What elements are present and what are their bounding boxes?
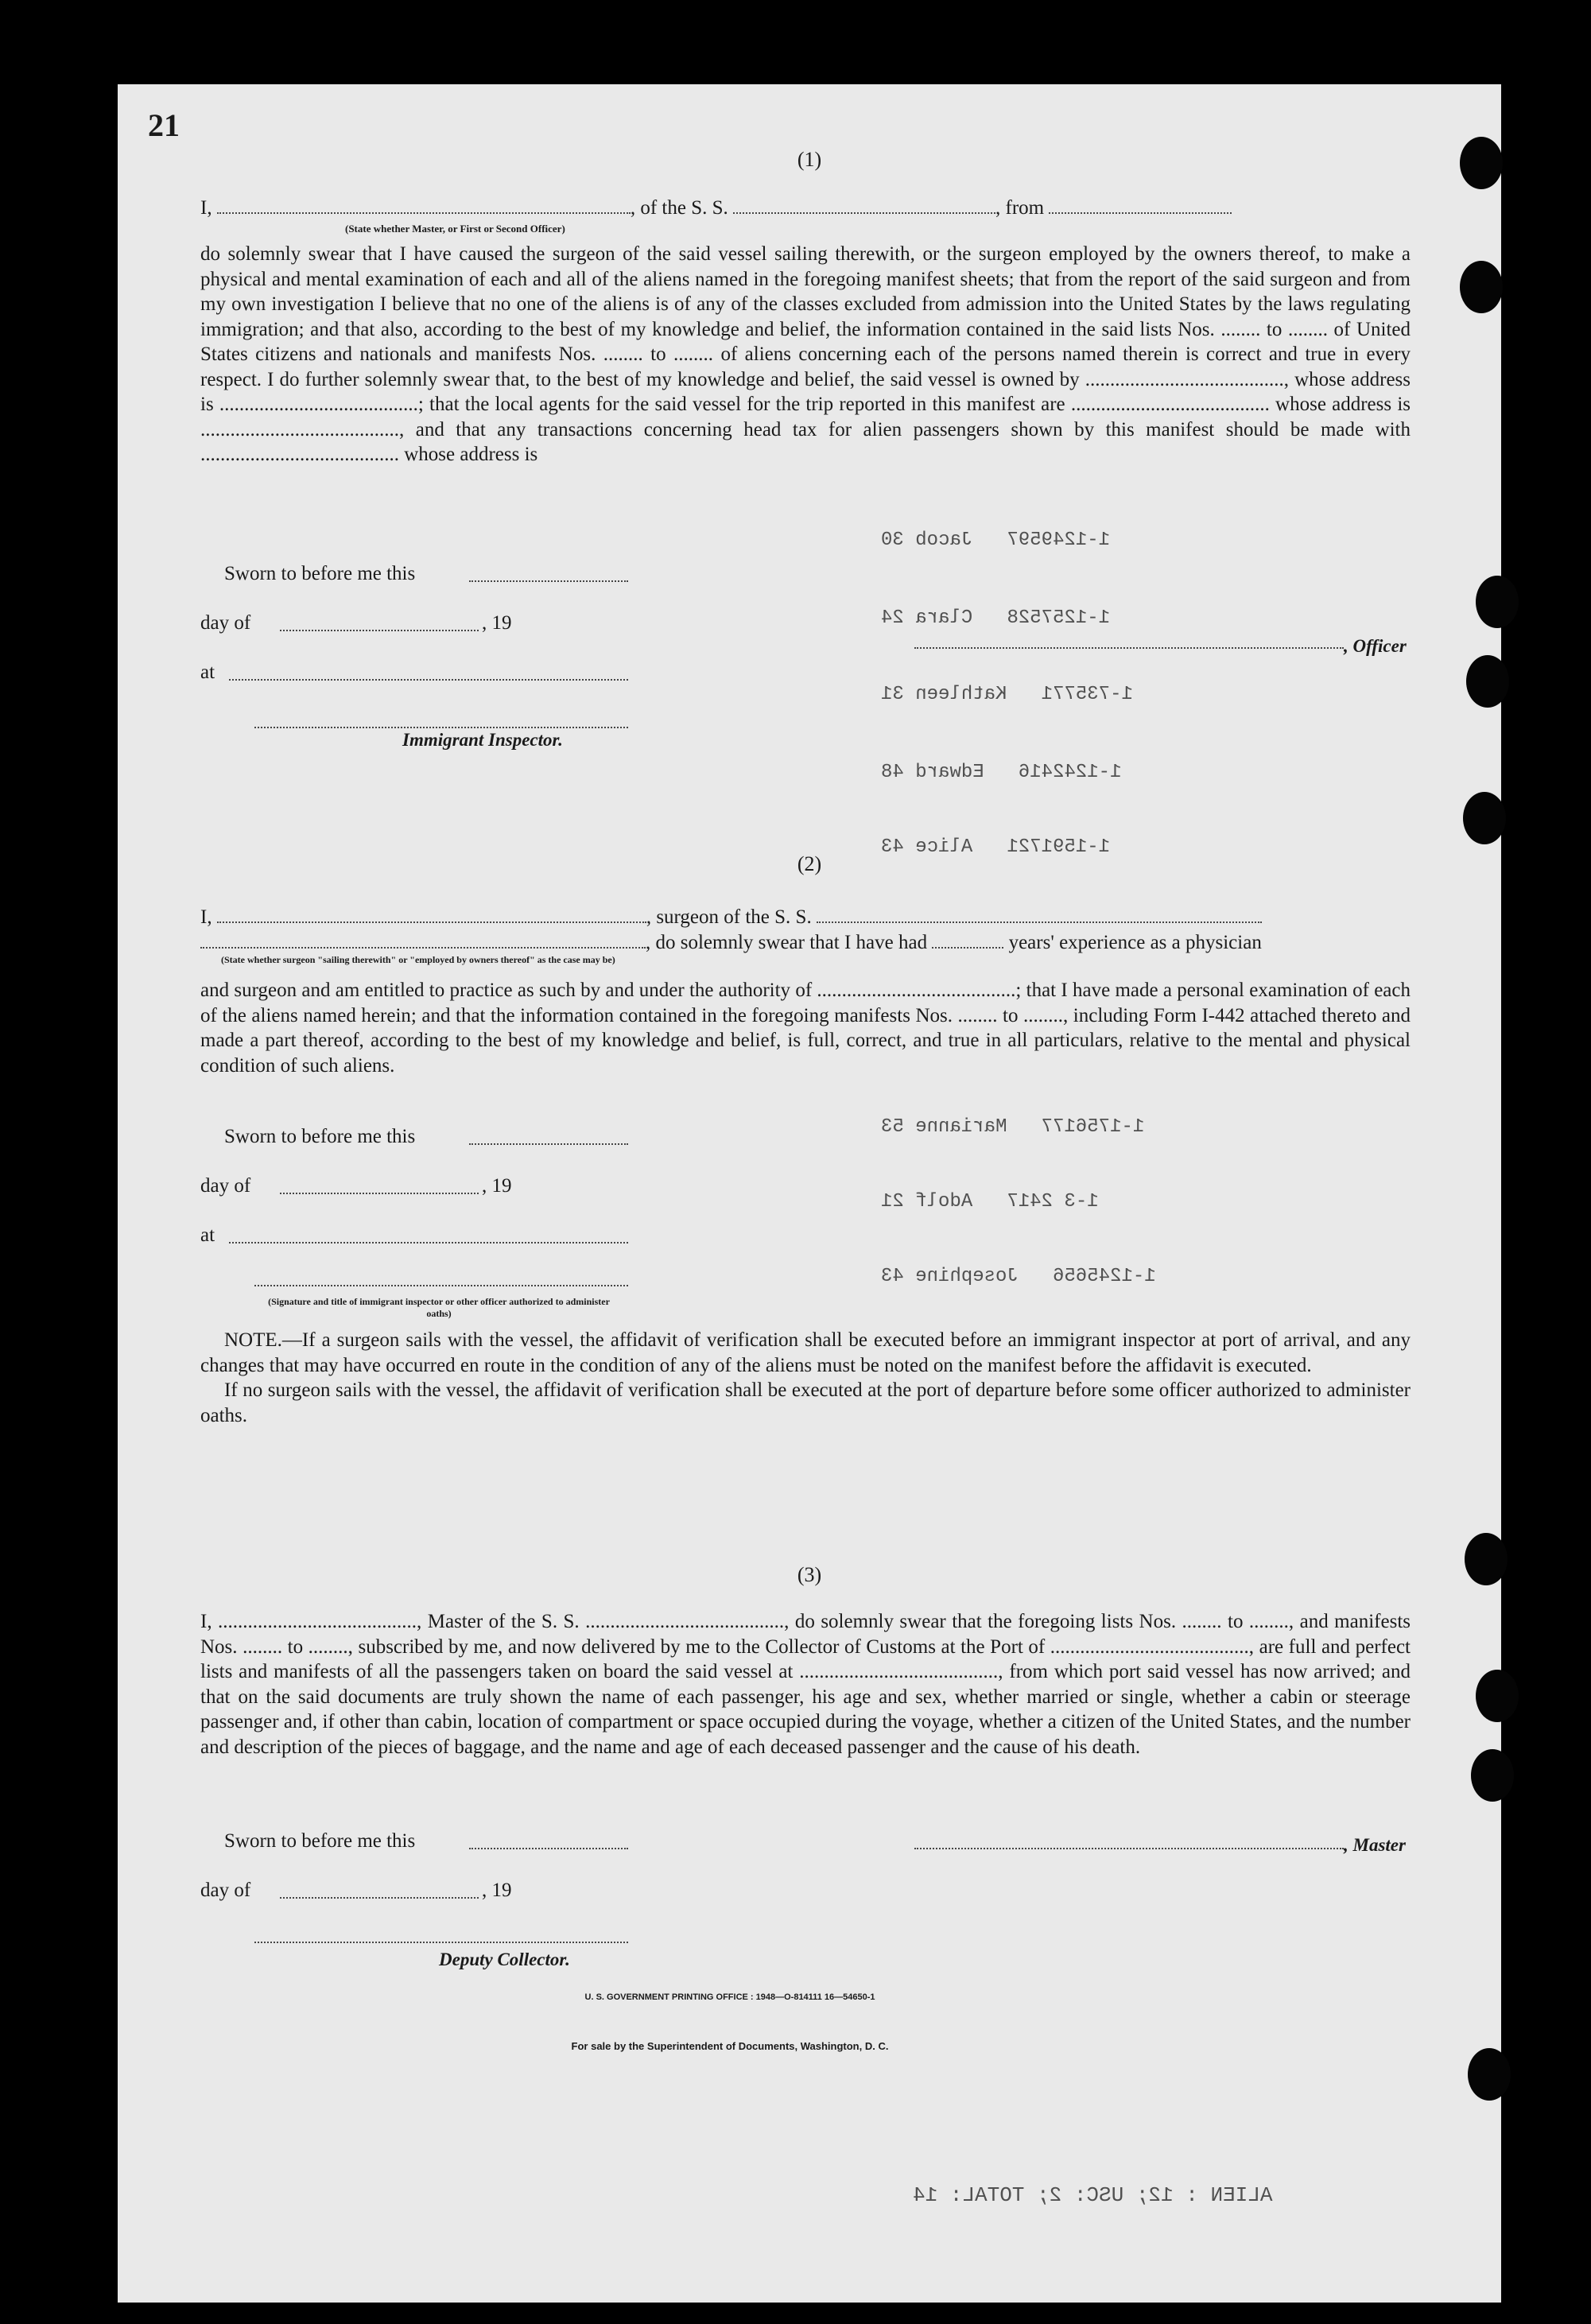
section2-vessel-label: , surgeon of the S. S.: [646, 906, 812, 928]
section3-year: , 19: [482, 1880, 512, 1901]
punch-hole: [1460, 137, 1503, 189]
section3-sworn: Sworn to before me this: [224, 1830, 416, 1852]
punch-hole: [1460, 261, 1503, 313]
section2-oath-header: [200, 905, 1411, 930]
manifest-back-page: [118, 84, 1501, 2303]
section2-swear-line: [200, 930, 1411, 956]
section2-sworn: Sworn to before me this: [224, 1126, 416, 1147]
section1-heading: (1): [797, 148, 822, 171]
page-corner-number: 21: [148, 107, 180, 143]
note-block: [200, 1328, 1411, 1428]
section1-from-label: , from: [995, 197, 1045, 219]
section2-surgeon-note: (State whether surgeon "sailing therewith" or "employed by owners thereof" as the case may be): [221, 954, 615, 965]
section2-swear-tail: years' experience as a physician: [1008, 932, 1262, 953]
section1-body-text: do solemnly swear that I have caused the surgeon of the said vessel sailing therewith, or the surgeon employed by the owners thereof, to make a physical and mental examination of each and all of the aliens named in the foregoing manifest sheets; that from the report of the said surgeon and from my own investigation I believe that no one of the aliens is of any of the classes excluded from admission into the United States by the laws regulating immigration; and that also, according to the best of my knowledge and belief, the information contained in the said lists Nos. ........ to ........ of United States citizens and nationals and manifests Nos. ........ to ........ of aliens concerning each of the persons named therein is correct and true in every respect. I do further solemnly swear that, to the best of my knowledge and belief, the said vessel is owned by ........................................, whose address is ........................................; that the local agents for the said vessel for the trip reported in this manifest are ........................................ whose address is ........................................, and that any transactions concerning head tax for alien passengers shown by this manifest should be made with ........................................ whose address is: [200, 243, 1411, 465]
section1-year: , 19: [482, 612, 512, 634]
punch-hole: [1463, 792, 1506, 844]
section1-i: I,: [200, 197, 212, 219]
section3-collector-label: Deputy Collector.: [439, 1950, 570, 1969]
bleed-through-row: 1-1249597 Jacob 30: [881, 530, 1111, 551]
punch-hole: [1465, 1533, 1508, 1585]
bleed-through-row: 1-1591721 Alice 43: [881, 836, 1111, 858]
section3-body: [200, 1609, 1411, 1759]
for-sale-line: For sale by the Superintendent of Documents, Washington, D. C.: [571, 2040, 889, 2052]
section1-officer-note: (State whether Master, or First or Second Officer): [345, 223, 565, 235]
section1-inspector-label: Immigrant Inspector.: [402, 730, 563, 750]
section1-oath-header: [200, 196, 1411, 221]
bleed-through-totals: ALIEN : 12; USC: 2; TOTAL: 14: [913, 2183, 1273, 2207]
section1-sworn: Sworn to before me this: [224, 563, 416, 584]
section3-master-label: , Master: [1344, 1835, 1406, 1855]
section1-at: at: [200, 662, 215, 683]
printing-office-line: U. S. GOVERNMENT PRINTING OFFICE : 1948—O-814111 16—54650-1: [584, 1992, 875, 2002]
bleed-through-row: 1-735771 Kathleen 31: [881, 684, 1133, 705]
section2-heading: (2): [797, 852, 822, 875]
section3-body-text: I, ........................................, Master of the S. S. ........................................, do solemnly swear that the foregoing lists Nos. ........ to ........, and manifests Nos. ........ to ........, subscribed by me, and now delivered by me to the Collector of Customs at the Port of ........................................, are full and perfect lists and manifests of all the passengers taken on board the said vessel at ........................................, from which port said vessel has now arrived; and that on the said documents are truly shown the name of each passenger, his age and sex, whether married or single, whether a cabin or steerage passenger and, if other than cabin, location of compartment or space occupied during the voyage, whether a citizen of the United States, and the number and description of the pieces of baggage, and the name and age of each deceased passenger and the cause of his death.: [200, 1611, 1411, 1758]
punch-hole: [1468, 2048, 1511, 2101]
bleed-through-row: 1-1756177 Marianne 53: [881, 1116, 1145, 1138]
punch-hole: [1476, 1670, 1519, 1722]
bleed-through-row: 1-1245656 Josephine 43: [881, 1266, 1156, 1287]
section3-day-of: day of: [200, 1880, 251, 1901]
bleed-through-row: 1-3 2417 Adolf 21: [881, 1191, 1099, 1212]
punch-hole: [1466, 655, 1509, 708]
section1-vessel-label: , of the S. S.: [630, 197, 728, 219]
section2-body: [200, 978, 1411, 1078]
section2-year: , 19: [482, 1175, 512, 1197]
note-label: NOTE.: [224, 1329, 282, 1351]
note-text-1: —If a surgeon sails with the vessel, the affidavit of verification shall be executed before an immigrant inspector at port of arrival, and any changes that may have occurred en route in the condition of any of the aliens must be noted on the manifest before the affidavit is executed.: [200, 1329, 1411, 1376]
punch-hole: [1476, 576, 1519, 628]
section2-swear-text: , do solemnly swear that I have had: [646, 932, 928, 953]
note-text-2: If no surgeon sails with the vessel, the affidavit of verification shall be executed at the port of departure before some officer authorized to administer oaths.: [200, 1379, 1411, 1426]
section2-signature-note: (Signature and title of immigrant inspector or other officer authorized to administer oaths): [268, 1296, 610, 1319]
section1-officer-label: , Officer: [1344, 636, 1407, 656]
section2-day-of: day of: [200, 1175, 251, 1197]
section2-body-text: and surgeon and am entitled to practice as such by and under the authority of ........................................; that I have made a personal examination of each of the aliens named herein; and that the information contained in the foregoing manifests Nos. ........ to ........, including Form I-442 attached thereto and made a part thereof, according to the best of my knowledge and belief, is full, correct, and true in all particulars, relative to the mental and physical condition of such aliens.: [200, 980, 1411, 1077]
section1-body: [200, 242, 1411, 468]
bleed-through-row: 1-1257528 Clara 24: [881, 607, 1111, 629]
punch-hole: [1471, 1749, 1514, 1802]
section2-i: I,: [200, 906, 212, 928]
bleed-through-row: 1-1242416 Edward 48: [881, 762, 1122, 783]
section3-heading: (3): [797, 1563, 822, 1586]
section1-day-of: day of: [200, 612, 251, 634]
section2-at: at: [200, 1224, 215, 1246]
